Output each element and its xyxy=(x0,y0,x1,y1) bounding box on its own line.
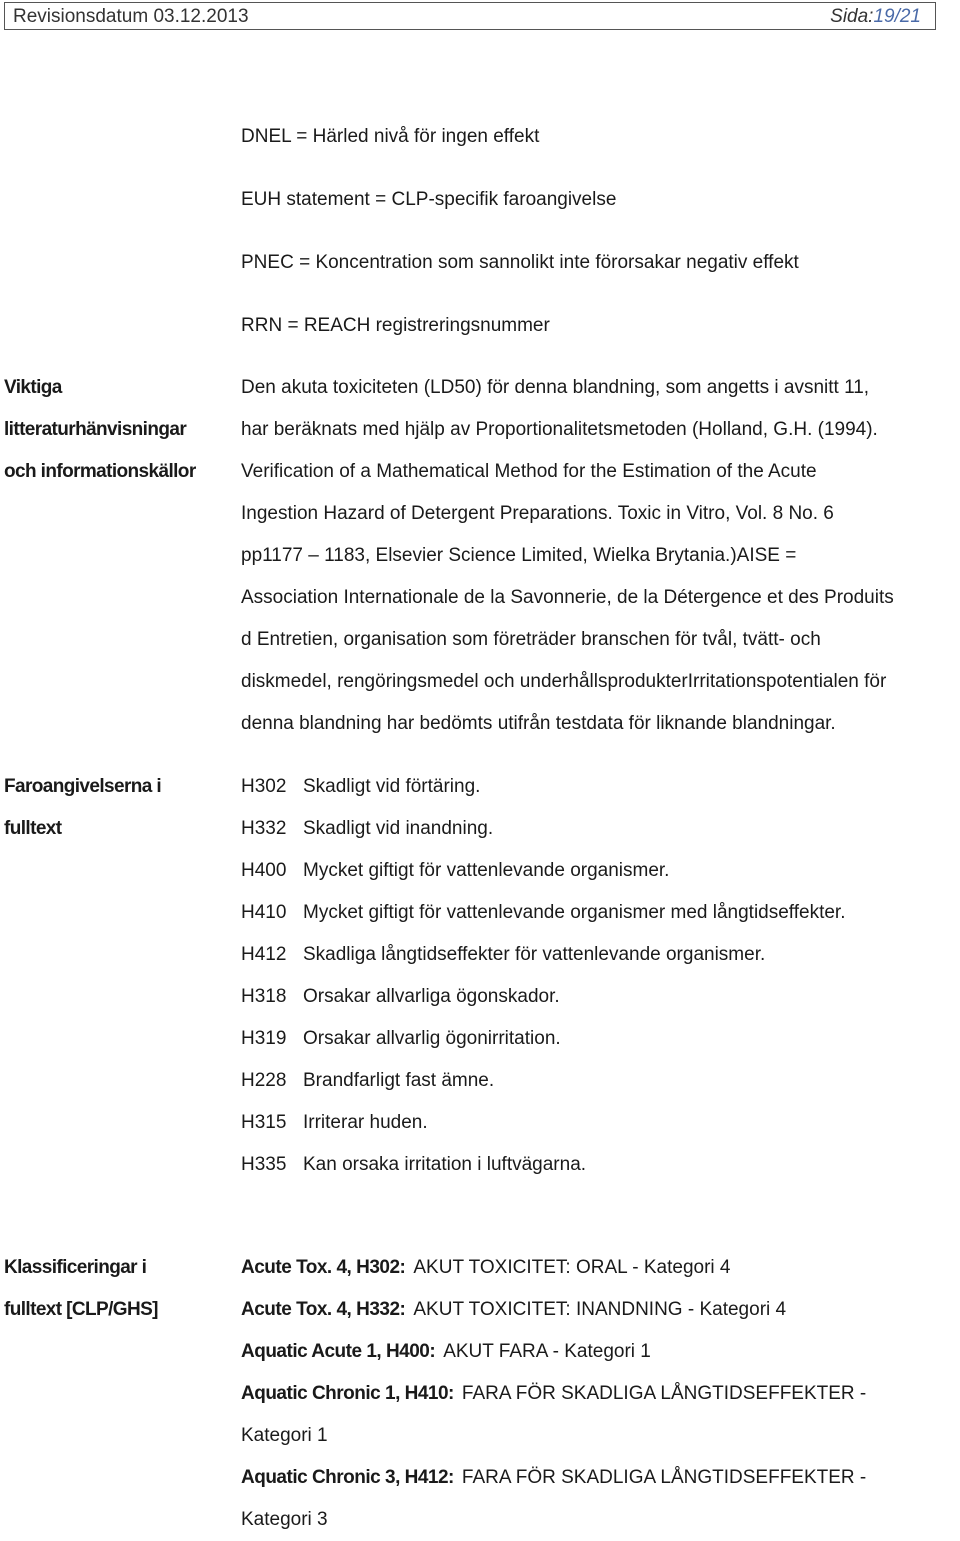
page-number: 19/21 xyxy=(873,6,921,27)
classification-value: FARA FÖR SKADLIGA LÅNGTIDSEFFEKTER - xyxy=(461,1383,867,1404)
hazard-row xyxy=(241,934,845,976)
literature-text xyxy=(241,367,960,745)
abbreviation-definitions xyxy=(241,124,799,376)
hazard-row xyxy=(241,892,845,934)
hazard-code: H410 xyxy=(241,902,287,923)
hazard-code: H319 xyxy=(241,1028,287,1049)
hazard-text: Mycket giftigt för vattenlevande organismer. xyxy=(303,860,670,881)
hazard-text: Mycket giftigt för vattenlevande organismer med långtidseffekter. xyxy=(303,902,846,923)
classification-key: Acute Tox. 4, H302: xyxy=(241,1257,406,1278)
hazard-row xyxy=(241,1060,845,1102)
classification-value: Kategori 3 xyxy=(241,1509,328,1530)
revision-date: Revisionsdatum 03.12.2013 xyxy=(13,6,249,27)
hazard-label-line: fulltext xyxy=(4,818,62,839)
classification-value: AKUT TOXICITET: INANDNING - Kategori 4 xyxy=(413,1299,787,1320)
hazard-row xyxy=(241,850,845,892)
hazard-text: Skadliga långtidseffekter för vattenlevande organismer. xyxy=(303,944,766,965)
classification-row xyxy=(241,1247,866,1289)
hazard-statements-list xyxy=(241,766,845,1186)
literature-line: diskmedel, rengöringsmedel och underhållsprodukterIrritationspotentialen för xyxy=(241,671,887,692)
hazard-label-line: Faroangivelserna i xyxy=(4,776,162,797)
page-indicator xyxy=(830,6,921,28)
classification-row xyxy=(241,1373,866,1415)
definition-pnec: PNEC = Koncentration som sannolikt inte förorsakar negativ effekt xyxy=(241,252,799,273)
classifications-label xyxy=(4,1247,158,1331)
hazard-code: H318 xyxy=(241,986,287,1007)
classifications-list xyxy=(241,1247,866,1541)
classification-value: Kategori 1 xyxy=(241,1425,328,1446)
classification-row-continuation xyxy=(241,1415,866,1457)
literature-label-line: och informationskällor xyxy=(4,461,196,482)
classification-row xyxy=(241,1289,866,1331)
literature-line: har beräknats med hjälp av Proportionalitetsmetoden (Holland, G.H. (1994). xyxy=(241,419,878,440)
classification-label-line: Klassificeringar i xyxy=(4,1257,147,1278)
hazard-row xyxy=(241,1102,845,1144)
literature-label xyxy=(4,367,196,493)
literature-line: Verification of a Mathematical Method for the Estimation of the Acute xyxy=(241,461,817,482)
classification-key: Aquatic Chronic 3, H412: xyxy=(241,1467,454,1488)
hazard-text: Kan orsaka irritation i luftvägarna. xyxy=(303,1154,587,1175)
classification-value: AKUT FARA - Kategori 1 xyxy=(443,1341,651,1362)
classification-value: AKUT TOXICITET: ORAL - Kategori 4 xyxy=(413,1257,731,1278)
definition-euh: EUH statement = CLP-specifik faroangivelse xyxy=(241,189,617,210)
hazard-text: Skadligt vid inandning. xyxy=(303,818,494,839)
hazard-code: H332 xyxy=(241,818,287,839)
literature-line: d Entretien, organisation som företräder branschen för tvål, tvätt- och xyxy=(241,629,821,650)
literature-line: Association Internationale de la Savonnerie, de la Détergence et des Produits xyxy=(241,587,894,608)
classification-key: Aquatic Acute 1, H400: xyxy=(241,1341,436,1362)
literature-line: Den akuta toxiciteten (LD50) för denna blandning, som angetts i avsnitt 11, xyxy=(241,377,870,398)
hazard-text: Irriterar huden. xyxy=(303,1112,428,1133)
page-header xyxy=(4,2,936,30)
hazard-code: H412 xyxy=(241,944,287,965)
hazard-text: Orsakar allvarlig ögonirritation. xyxy=(303,1028,561,1049)
classification-row-continuation xyxy=(241,1499,866,1541)
literature-label-line: litteraturhänvisningar xyxy=(4,419,187,440)
classification-label-line: fulltext [CLP/GHS] xyxy=(4,1299,158,1320)
hazard-row xyxy=(241,1018,845,1060)
hazard-statements-label xyxy=(4,766,161,850)
literature-line: Ingestion Hazard of Detergent Preparations. Toxic in Vitro, Vol. 8 No. 6 xyxy=(241,503,834,524)
hazard-code: H228 xyxy=(241,1070,287,1091)
hazard-text: Orsakar allvarliga ögonskador. xyxy=(303,986,560,1007)
hazard-row xyxy=(241,1144,845,1186)
hazard-code: H315 xyxy=(241,1112,287,1133)
definition-rrn: RRN = REACH registreringsnummer xyxy=(241,315,550,336)
classification-key: Acute Tox. 4, H332: xyxy=(241,1299,406,1320)
hazard-row xyxy=(241,766,845,808)
hazard-code: H335 xyxy=(241,1154,287,1175)
hazard-row xyxy=(241,808,845,850)
hazard-text: Brandfarligt fast ämne. xyxy=(303,1070,495,1091)
definition-dnel: DNEL = Härled nivå för ingen effekt xyxy=(241,126,540,147)
literature-line: pp1177 – 1183, Elsevier Science Limited, Wielka Brytania.)AISE = xyxy=(241,545,797,566)
classification-row xyxy=(241,1457,866,1499)
hazard-code: H400 xyxy=(241,860,287,881)
hazard-code: H302 xyxy=(241,776,287,797)
hazard-row xyxy=(241,976,845,1018)
page-prefix: Sida: xyxy=(830,6,874,27)
classification-value: FARA FÖR SKADLIGA LÅNGTIDSEFFEKTER - xyxy=(461,1467,867,1488)
hazard-text: Skadligt vid förtäring. xyxy=(303,776,481,797)
literature-line: denna blandning har bedömts utifrån testdata för liknande blandningar. xyxy=(241,713,836,734)
classification-row xyxy=(241,1331,866,1373)
classification-key: Aquatic Chronic 1, H410: xyxy=(241,1383,454,1404)
literature-label-line: Viktiga xyxy=(4,377,62,398)
